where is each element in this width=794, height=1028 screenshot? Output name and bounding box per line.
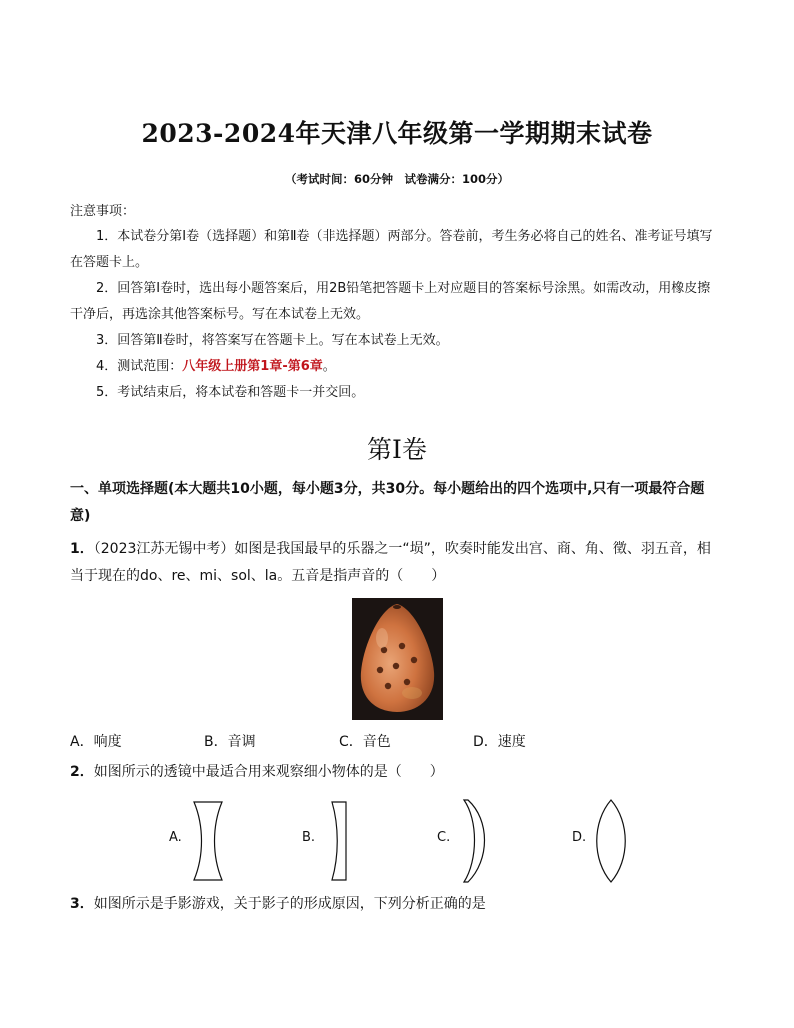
question-1-text: （2023江苏无锡中考）如图是我国最早的乐器之一“埙”，吹奏时能发出宫、商、角、徵、羽五音，相当于现在的do、re、mi、sol、la。五音是指声音的（ ） bbox=[70, 541, 711, 584]
notice-item-4-suffix: 。 bbox=[322, 359, 336, 374]
notice-item-4-prefix: 4．测试范围： bbox=[96, 359, 183, 374]
page-title: 2023-2024年天津八年级第一学期期末试卷 bbox=[141, 119, 653, 148]
q1-option-b[interactable]: B．音调 bbox=[204, 734, 256, 750]
lens-a-label[interactable]: A. bbox=[169, 830, 182, 845]
xun-instrument-image bbox=[352, 598, 443, 720]
question-3 bbox=[70, 891, 720, 918]
lens-d-label[interactable]: D. bbox=[572, 830, 587, 845]
section-title: 第Ⅰ卷 bbox=[367, 435, 427, 464]
question-3-number: 3． bbox=[70, 896, 94, 912]
plano-concave-lens-icon bbox=[326, 800, 352, 882]
notice-item-3: 3．回答第Ⅱ卷时，将答案写在答题卡上。写在本试卷上无效。 bbox=[96, 333, 449, 348]
lens-c-label[interactable]: C. bbox=[437, 830, 451, 845]
lens-b-label[interactable]: B. bbox=[302, 830, 316, 845]
q1-option-a[interactable]: A．响度 bbox=[70, 734, 122, 750]
q1-option-d[interactable]: D．速度 bbox=[473, 734, 526, 750]
notice-heading: 注意事项： bbox=[70, 204, 136, 219]
notice-item-4 bbox=[70, 354, 720, 380]
question-2-text: 如图所示的透镜中最适合用来观察细小物体的是（ ） bbox=[93, 764, 444, 780]
meniscus-lens-icon bbox=[460, 798, 492, 884]
convex-lens-icon bbox=[594, 798, 628, 884]
test-range: 八年级上册第1章-第6章 bbox=[182, 359, 323, 374]
notice-list bbox=[70, 224, 720, 406]
notice-item-1: 1．本试卷分第Ⅰ卷（选择题）和第Ⅱ卷（非选择题）两部分。答卷前，考生务必将自己的姓名、准考证号填写在答题卡上。 bbox=[70, 229, 713, 270]
concave-lens-icon bbox=[190, 800, 226, 882]
notice-item-2: 2．回答第Ⅰ卷时，选出每小题答案后，用2B铅笔把答题卡上对应题目的答案标号涂黑。如需改动，用橡皮擦干净后，再选涂其他答案标号。写在本试卷上无效。 bbox=[70, 281, 711, 322]
question-2-number: 2． bbox=[70, 764, 94, 780]
exam-info: （考试时间：60分钟 试卷满分：100分） bbox=[284, 172, 509, 186]
question-1-number: 1． bbox=[70, 541, 94, 557]
part-heading: 一、单项选择题(本大题共10小题，每小题3分，共30分。每小题给出的四个选项中,只有一项最符合题意) bbox=[70, 481, 705, 524]
question-1 bbox=[70, 536, 720, 590]
notice-item-5: 5．考试结束后，将本试卷和答题卡一并交回。 bbox=[96, 385, 365, 400]
q1-option-c[interactable]: C．音色 bbox=[339, 734, 391, 750]
question-3-text: 如图所示是手影游戏，关于影子的形成原因，下列分析正确的是 bbox=[93, 896, 486, 912]
question-2 bbox=[70, 759, 720, 786]
